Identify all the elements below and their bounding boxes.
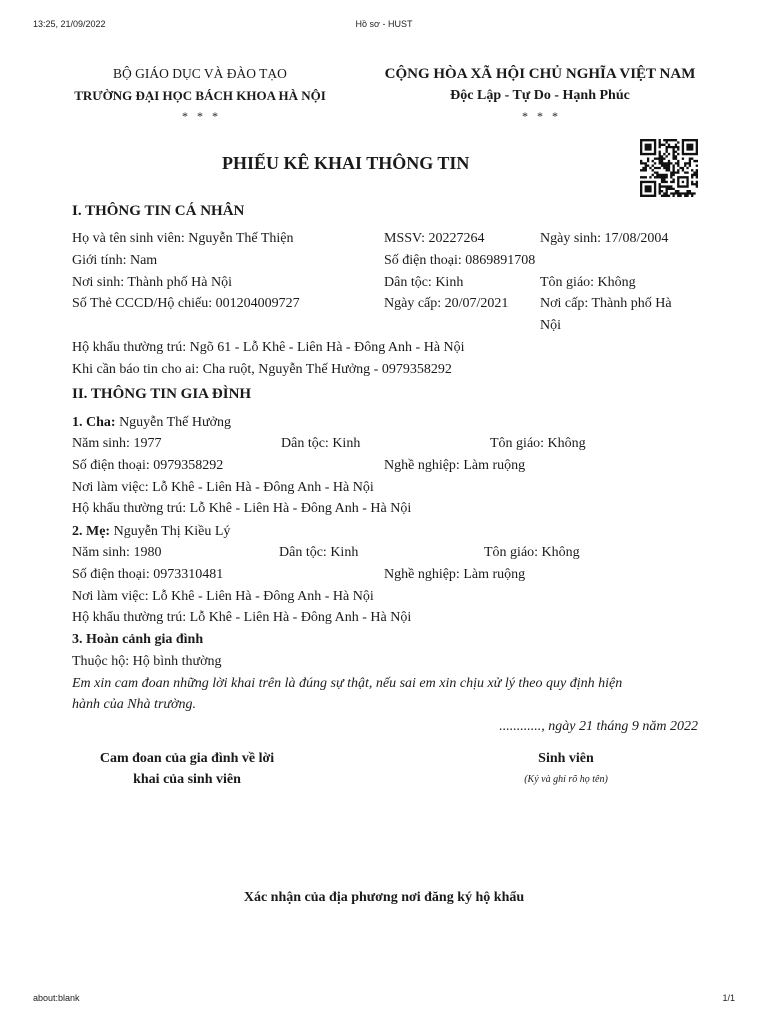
father-label: 1. Cha: bbox=[72, 415, 116, 430]
student-gender: Giới tính: Nam bbox=[72, 253, 158, 268]
student-residence: Hộ khẩu thường trú: Ngõ 61 - Lỗ Khê - Liên Hà - Đông Anh - Hà Nội bbox=[72, 340, 465, 355]
left-stars: * * * bbox=[182, 109, 218, 123]
father-ethnicity: Dân tộc: Kinh bbox=[281, 436, 361, 451]
student-birthplace: Nơi sinh: Thành phố Hà Nội bbox=[72, 275, 232, 290]
mother-residence: Hộ khẩu thường trú: Lỗ Khê - Liên Hà - Đông Anh - Hà Nội bbox=[72, 610, 412, 625]
document-title: PHIẾU KÊ KHAI THÔNG TIN bbox=[222, 153, 470, 173]
student-id-issue-place: Nơi cấp: Thành phố Hà bbox=[540, 296, 672, 311]
mother-ethnicity: Dân tộc: Kinh bbox=[279, 545, 359, 560]
pledge-text-line-1: Em xin cam đoan những lời khai trên là đúng sự thật, nếu sai em xin chịu xử lý theo quy định hiện bbox=[72, 676, 623, 691]
father-workplace: Nơi làm việc: Lỗ Khê - Liên Hà - Đông Anh - Hà Nội bbox=[72, 480, 374, 495]
student-ethnicity: Dân tộc: Kinh bbox=[384, 275, 464, 290]
mother-birth-year: Năm sinh: 1980 bbox=[72, 545, 162, 560]
print-datetime: 13:25, 21/09/2022 bbox=[33, 19, 106, 29]
student-id-issue-place-cont: Nội bbox=[540, 318, 561, 333]
mother-workplace: Nơi làm việc: Lỗ Khê - Liên Hà - Đông Anh - Hà Nội bbox=[72, 589, 374, 604]
family-signature-label-1: Cam đoan của gia đình về lời bbox=[99, 751, 275, 766]
father-phone: Số điện thoại: 0979358292 bbox=[72, 458, 224, 473]
local-authority-confirmation: Xác nhận của địa phương nơi đăng ký hộ khẩu bbox=[243, 890, 525, 905]
mother-label: 2. Mẹ: bbox=[72, 524, 111, 539]
nation-name: CỘNG HÒA XÃ HỘI CHỦ NGHĨA VIỆT NAM bbox=[384, 66, 696, 82]
mother-phone: Số điện thoại: 0973310481 bbox=[72, 567, 224, 582]
student-mssv: MSSV: 20227264 bbox=[384, 231, 485, 246]
family-signature-label-2: khai của sinh viên bbox=[133, 772, 241, 787]
student-phone: Số điện thoại: 0869891708 bbox=[384, 253, 536, 268]
father-birth-year: Năm sinh: 1977 bbox=[72, 436, 162, 451]
mother-religion: Tôn giáo: Không bbox=[484, 545, 580, 560]
nation-motto: Độc Lập - Tự Do - Hạnh Phúc bbox=[450, 88, 630, 103]
father-religion: Tôn giáo: Không bbox=[490, 436, 586, 451]
mother-job: Nghề nghiệp: Làm ruộng bbox=[384, 567, 526, 582]
father-name: Nguyễn Thế Hưởng bbox=[119, 415, 232, 430]
ministry-name: BỘ GIÁO DỤC VÀ ĐÀO TẠO bbox=[113, 66, 287, 81]
section-personal-heading: I. THÔNG TIN CÁ NHÂN bbox=[72, 203, 245, 219]
student-emergency-contact: Khi cần báo tin cho ai: Cha ruột, Nguyễn Thế Hưởng - 0979358292 bbox=[72, 362, 452, 377]
student-religion: Tôn giáo: Không bbox=[540, 275, 636, 290]
right-stars: * * * bbox=[522, 109, 558, 123]
student-signature-label: Sinh viên bbox=[538, 751, 594, 766]
father-line bbox=[72, 415, 231, 431]
student-id-card: Số Thẻ CCCD/Hộ chiếu: 001204009727 bbox=[72, 296, 300, 311]
print-page-number: 1/1 bbox=[722, 993, 735, 1003]
section-family-heading: II. THÔNG TIN GIA ĐÌNH bbox=[72, 386, 252, 402]
pledge-text-line-2: hành của Nhà trường. bbox=[72, 697, 196, 712]
print-url: about:blank bbox=[33, 993, 80, 1003]
family-household-type: Thuộc hộ: Hộ bình thường bbox=[72, 654, 222, 669]
student-id-issue-date: Ngày cấp: 20/07/2021 bbox=[384, 296, 509, 311]
mother-line bbox=[72, 524, 230, 540]
father-residence: Hộ khẩu thường trú: Lỗ Khê - Liên Hà - Đông Anh - Hà Nội bbox=[72, 501, 412, 516]
student-signature-note: (Ký và ghi rõ họ tên) bbox=[524, 774, 608, 785]
qr-code-icon bbox=[640, 139, 698, 197]
print-page-title: Hồ sơ - HUST bbox=[355, 19, 413, 29]
university-name: TRƯỜNG ĐẠI HỌC BÁCH KHOA HÀ NỘI bbox=[74, 88, 326, 103]
father-job: Nghề nghiệp: Làm ruộng bbox=[384, 458, 526, 473]
family-circumstance-heading: 3. Hoàn cảnh gia đình bbox=[72, 632, 204, 647]
signing-date: ............, ngày 21 tháng 9 năm 2022 bbox=[499, 719, 698, 734]
mother-name: Nguyễn Thị Kiều Lý bbox=[113, 524, 231, 539]
student-dob: Ngày sinh: 17/08/2004 bbox=[540, 231, 669, 246]
student-name: Họ và tên sinh viên: Nguyễn Thế Thiện bbox=[72, 231, 294, 246]
